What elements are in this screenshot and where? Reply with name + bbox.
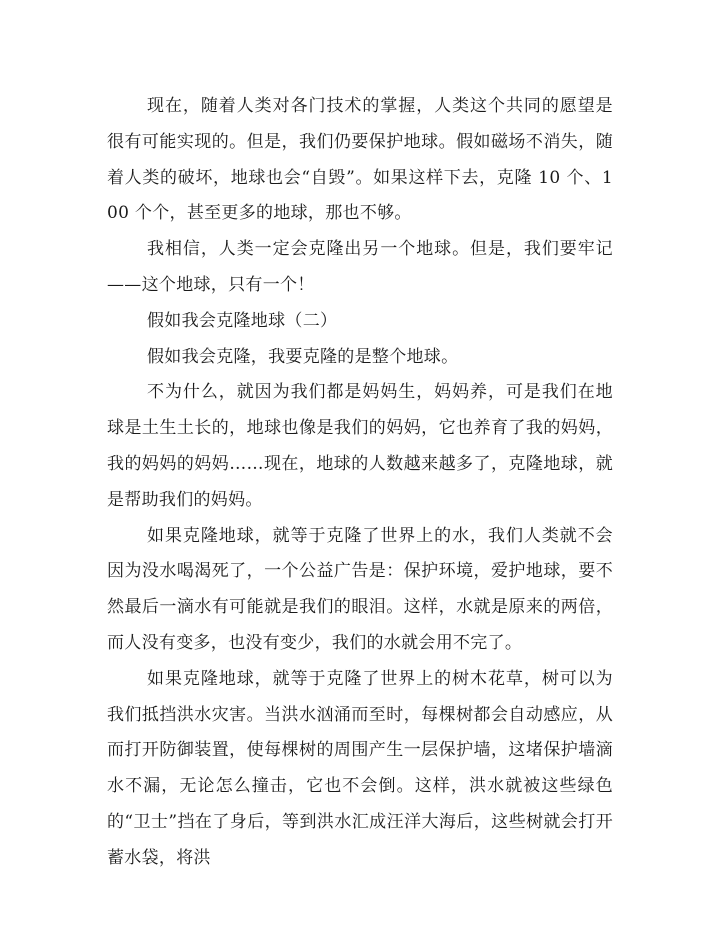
paragraph-4: 不为什么，就因为我们都是妈妈生，妈妈养，可是我们在地球是土生土长的，地球也像是我们的妈妈，它也养育了我的妈妈，我的妈妈的妈妈……现在，地球的人数越来越多了，克隆地球，就是帮助我们的妈妈。 [107,382,613,510]
document-body [107,89,613,877]
paragraph-3: 假如我会克隆，我要克隆的是整个地球。 [147,346,459,367]
paragraph-6: 如果克隆地球，就等于克隆了世界上的树木花草，树可以为我们抵挡洪水灾害。当洪水汹涌而至时，每棵树都会自动感应，从而打开防御装置，使每棵树的周围产生一层保护墙，这堵保护墙滴水不漏，无论怎么撞击，它也不会倒。这样，洪水就被这些绿色的“卫士”挡在了身后，等到洪水汇成汪洋大海后，这些树就会打开蓄水袋，将洪 [107,668,613,868]
paragraph-5: 如果克隆地球，就等于克隆了世界上的水，我们人类就不会因为没水喝渴死了，一个公益广告是：保护环境，爱护地球，要不然最后一滴水有可能就是我们的眼泪。这样，水就是原来的两倍，而人没有变多，也没有变少，我们的水就会用不完了。 [107,525,613,653]
section-title: 假如我会克隆地球（二） [147,310,338,331]
paragraph-1: 现在，随着人类对各门技术的掌握，人类这个共同的愿望是很有可能实现的。但是，我们仍要保护地球。假如磁场不消失，随着人类的破坏，地球也会“自毁”。如果这样下去，克隆 10 个、100 个个，甚至更多的地球，那也不够。 [107,96,613,224]
paragraph-2: 我相信，人类一定会克隆出另一个地球。但是，我们要牢记——这个地球，只有一个！ [107,239,613,295]
